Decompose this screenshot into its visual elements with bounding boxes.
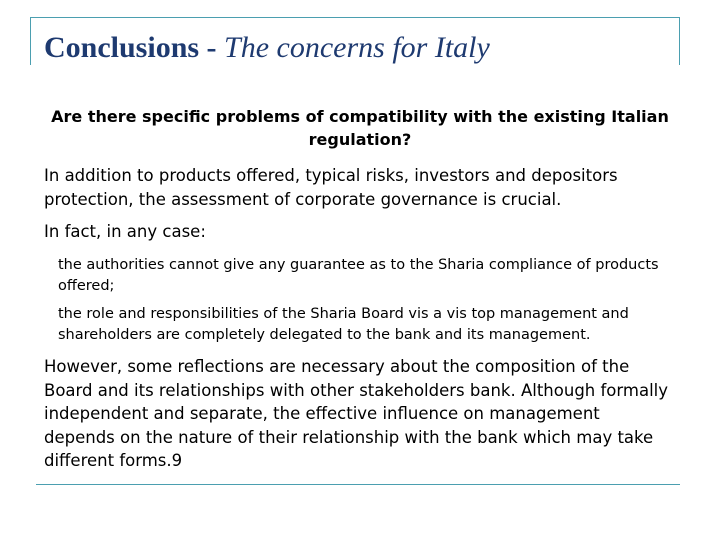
right-border-rule [679,17,680,65]
paragraph-governance: In addition to products offered, typical risks, investors and depositors protection, the assessment of corporate governance is crucial. [44,166,618,209]
sub-item-sharia-board: the role and responsibilities of the Sharia Board vis a vis top management and shareholders are completely delegated to the bank and its management. [58,306,629,343]
title-main: Conclusions - [44,31,225,64]
question-heading: Are there specific problems of compatibility with the existing Italian regulation? [51,107,669,149]
sub-item-guarantee: the authorities cannot give any guarantee as to the Sharia compliance of products offered; [58,257,659,294]
slide-title [44,30,490,66]
left-border-rule [30,17,31,65]
paragraph-reflections: However, some reflections are necessary about the composition of the Board and its relationships with other stakeholders bank. Although formally independent and separate, the effective influence on management depends on the nature of their relationship with the bank which may take different forms.9 [44,357,669,470]
paragraph-in-fact: In fact, in any case: [44,222,206,241]
title-subtitle: The concerns for Italy [224,31,490,64]
bottom-border-rule [36,484,680,485]
top-border-rule [30,17,680,18]
